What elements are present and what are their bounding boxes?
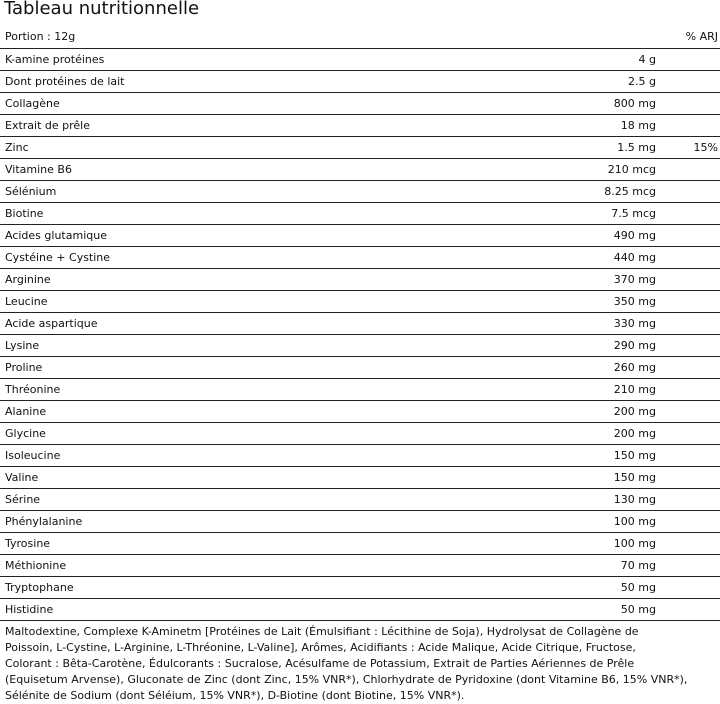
table-row — [0, 48, 720, 70]
nutrient-name: Thréonine — [5, 383, 61, 396]
nutrient-amount: 100 mg — [613, 515, 656, 528]
nutrient-name: Acide aspartique — [5, 317, 98, 330]
nutrient-arj: 15% — [693, 141, 718, 154]
nutrient-name: Proline — [5, 361, 43, 374]
nutrient-amount: 50 mg — [620, 603, 656, 616]
nutrient-amount: 800 mg — [613, 97, 656, 110]
table-row — [0, 92, 720, 114]
table-row — [0, 312, 720, 334]
table-row — [0, 510, 720, 532]
ingredients-section — [0, 620, 720, 702]
nutrient-amount: 1.5 mg — [617, 141, 656, 154]
nutrient-name: Cystéine + Cystine — [5, 251, 111, 264]
nutrient-name: K-amine protéines — [5, 53, 105, 66]
nutrient-name: Biotine — [5, 207, 44, 220]
page-title: Tableau nutritionnelle — [4, 0, 200, 19]
table-row — [0, 466, 720, 488]
nutrient-amount: 260 mg — [613, 361, 656, 374]
nutrient-amount: 490 mg — [613, 229, 656, 242]
nutrient-amount: 100 mg — [613, 537, 656, 550]
table-row — [0, 290, 720, 312]
nutrient-name: Tyrosine — [5, 537, 51, 550]
table-row — [0, 268, 720, 290]
nutrient-amount: 50 mg — [620, 581, 656, 594]
table-row — [0, 444, 720, 466]
nutrient-amount: 210 mg — [613, 383, 656, 396]
table-row — [0, 378, 720, 400]
nutrient-amount: 350 mg — [613, 295, 656, 308]
nutrient-amount: 150 mg — [613, 449, 656, 462]
table-row — [0, 334, 720, 356]
nutrient-amount: 290 mg — [613, 339, 656, 352]
nutrient-name: Acides glutamique — [5, 229, 107, 242]
nutrient-name: Histidine — [5, 603, 54, 616]
nutrient-amount: 370 mg — [613, 273, 656, 286]
table-row — [0, 158, 720, 180]
nutrient-amount: 8.25 mcg — [604, 185, 656, 198]
table-row — [0, 136, 720, 158]
table-row — [0, 554, 720, 576]
nutrition-table — [0, 26, 720, 620]
nutrient-amount: 200 mg — [613, 405, 656, 418]
nutrient-amount: 130 mg — [613, 493, 656, 506]
nutrient-name: Vitamine B6 — [5, 163, 72, 176]
nutrient-name: Sérine — [5, 493, 41, 506]
table-row — [0, 356, 720, 378]
table-header-row — [0, 26, 720, 48]
nutrient-amount: 18 mg — [620, 119, 656, 132]
table-row — [0, 532, 720, 554]
nutrient-name: Isoleucine — [5, 449, 61, 462]
nutrient-name: Collagène — [5, 97, 60, 110]
nutrient-name: Méthionine — [5, 559, 67, 572]
nutrient-amount: 2.5 g — [628, 75, 656, 88]
portion-label: Portion : 12g — [5, 30, 76, 43]
nutrient-name: Lysine — [5, 339, 40, 352]
nutrient-amount: 330 mg — [613, 317, 656, 330]
nutrient-name: Leucine — [5, 295, 48, 308]
nutrient-amount: 440 mg — [613, 251, 656, 264]
arj-column-header: % ARJ — [685, 30, 718, 43]
nutrient-amount: 7.5 mcg — [611, 207, 656, 220]
ingredients-text: Maltodextine, Complexe K-Aminetm [Protéines de Lait (Émulsifiant : Lécithine de Soja), Hydrolysat de Collagène de Poissoin, L-Cystine, L-Arginine, L-Thréonine, L-Valine], Arômes, Acidifiants : Acide Malique, Acide Citrique, Fructose, Colorant : Bêta-Carotène, Édulcorants : Sucralose, Acésulfame de Potassium, Extrait de Parties Aériennes de Prêle (Equisetum Arvense), Gluconate de Zinc (dont Zinc, 15% VNR*), Chlorhydrate de Pyridoxine (dont Vitamine B6, 15% VNR*), Sélénite de Sodium (dont Séléium, 15% VNR*), D-Biotine (dont Biotine, 15% VNR*). — [5, 625, 688, 702]
nutrient-name: Valine — [5, 471, 39, 484]
nutrient-amount: 4 g — [638, 53, 656, 66]
nutrient-name: Glycine — [5, 427, 46, 440]
table-row — [0, 576, 720, 598]
nutrient-name: Tryptophane — [5, 581, 74, 594]
table-row — [0, 180, 720, 202]
nutrient-amount: 70 mg — [620, 559, 656, 572]
nutrient-name: Dont protéines de lait — [5, 75, 125, 88]
nutrient-name: Alanine — [5, 405, 47, 418]
table-row — [0, 400, 720, 422]
nutrient-name: Arginine — [5, 273, 51, 286]
table-row — [0, 488, 720, 510]
nutrient-name: Phénylalanine — [5, 515, 83, 528]
nutrient-amount: 150 mg — [613, 471, 656, 484]
nutrient-name: Zinc — [5, 141, 29, 154]
table-row — [0, 598, 720, 620]
table-row — [0, 114, 720, 136]
table-row — [0, 422, 720, 444]
table-row — [0, 70, 720, 92]
table-row — [0, 202, 720, 224]
table-row — [0, 224, 720, 246]
table-row — [0, 246, 720, 268]
nutrient-name: Sélénium — [5, 185, 57, 198]
nutrient-amount: 200 mg — [613, 427, 656, 440]
nutrient-amount: 210 mcg — [607, 163, 656, 176]
nutrient-name: Extrait de prêle — [5, 119, 91, 132]
